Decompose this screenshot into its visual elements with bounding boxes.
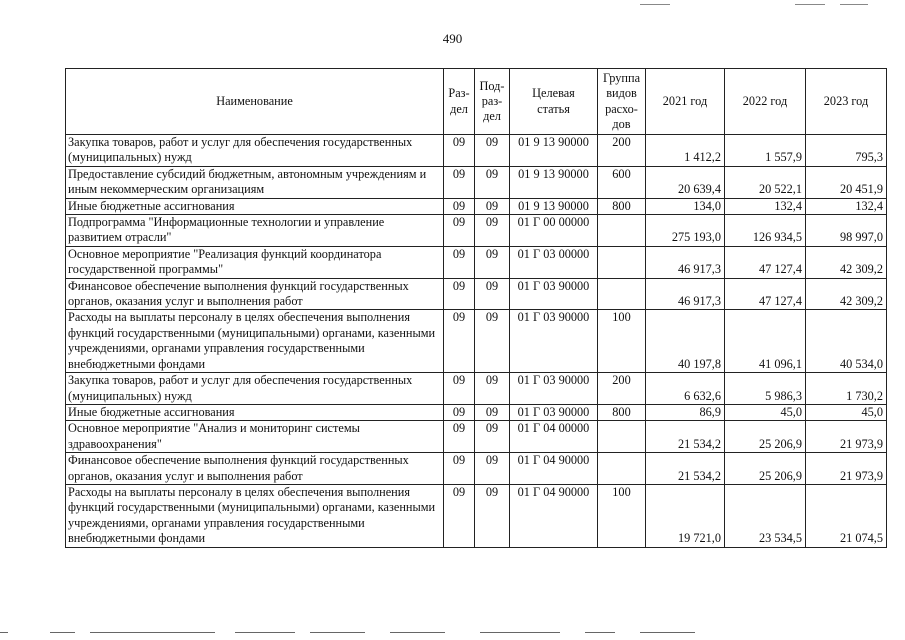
- table-row: [66, 198, 887, 214]
- cell-2023: 21 074,5: [806, 484, 887, 547]
- scan-edge-line: [310, 632, 365, 633]
- cell-2023: 40 534,0: [806, 310, 887, 373]
- scan-edge-line: [640, 632, 695, 633]
- page-number: 490: [442, 31, 463, 46]
- cell-2021: 46 917,3: [646, 246, 725, 278]
- cell-razdel: 09: [444, 246, 475, 278]
- cell-2023: 21 973,9: [806, 453, 887, 485]
- cell-2021: 46 917,3: [646, 278, 725, 310]
- scan-edge-line: [640, 4, 670, 5]
- cell-name: Иные бюджетные ассигнования: [66, 198, 444, 214]
- cell-celevaya: 01 Г 04 90000: [510, 484, 598, 547]
- header-podrazdel: Под- раз- дел: [475, 69, 510, 135]
- cell-name: Закупка товаров, работ и услуг для обеспечения государственных (муниципальных) нужд: [66, 373, 444, 405]
- cell-razdel: 09: [444, 278, 475, 310]
- cell-razdel: 09: [444, 484, 475, 547]
- table-row: [66, 278, 887, 310]
- cell-2021: 6 632,6: [646, 373, 725, 405]
- table-row: [66, 135, 887, 167]
- budget-table: [65, 68, 887, 548]
- scan-edge-line: [390, 632, 445, 633]
- cell-2021: 19 721,0: [646, 484, 725, 547]
- cell-gruppa: 200: [598, 373, 646, 405]
- cell-celevaya: 01 Г 04 90000: [510, 453, 598, 485]
- cell-razdel: 09: [444, 135, 475, 167]
- table-header: [66, 69, 887, 135]
- cell-2021: 134,0: [646, 198, 725, 214]
- cell-celevaya: 01 9 13 90000: [510, 198, 598, 214]
- cell-celevaya: 01 Г 03 90000: [510, 278, 598, 310]
- scan-edge-line: [50, 632, 75, 633]
- cell-2022: 20 522,1: [725, 166, 806, 198]
- cell-name: Предоставление субсидий бюджетным, автономным учреждениям и иным некоммерческим организациям: [66, 166, 444, 198]
- cell-celevaya: 01 9 13 90000: [510, 166, 598, 198]
- cell-2022: 41 096,1: [725, 310, 806, 373]
- cell-name: Основное мероприятие "Анализ и мониторинг системы здравоохранения": [66, 421, 444, 453]
- cell-name: Подпрограмма "Информационные технологии и управление развитием отрасли": [66, 215, 444, 247]
- cell-gruppa: 600: [598, 166, 646, 198]
- cell-name: Основное мероприятие "Реализация функций координатора государственной программы": [66, 246, 444, 278]
- cell-gruppa: 100: [598, 310, 646, 373]
- cell-podrazdel: 09: [475, 278, 510, 310]
- cell-celevaya: 01 Г 03 00000: [510, 246, 598, 278]
- table-row: [66, 453, 887, 485]
- cell-2023: 132,4: [806, 198, 887, 214]
- cell-2021: 21 534,2: [646, 453, 725, 485]
- scan-edge-line: [795, 4, 825, 5]
- cell-celevaya: 01 Г 03 90000: [510, 404, 598, 420]
- cell-podrazdel: 09: [475, 404, 510, 420]
- header-2021: 2021 год: [646, 69, 725, 135]
- cell-2022: 47 127,4: [725, 278, 806, 310]
- cell-2022: 47 127,4: [725, 246, 806, 278]
- cell-celevaya: 01 Г 03 90000: [510, 373, 598, 405]
- cell-celevaya: 01 Г 03 90000: [510, 310, 598, 373]
- cell-gruppa: 100: [598, 484, 646, 547]
- cell-2022: 5 986,3: [725, 373, 806, 405]
- cell-2023: 42 309,2: [806, 246, 887, 278]
- cell-name: Расходы на выплаты персоналу в целях обеспечения выполнения функций государственными (муниципальными) органами, казенными учреждениями, органами управления государственными внебюджетными фондами: [66, 310, 444, 373]
- scan-edge-line: [235, 632, 295, 633]
- header-2022: 2022 год: [725, 69, 806, 135]
- cell-2022: 126 934,5: [725, 215, 806, 247]
- table-row: [66, 310, 887, 373]
- header-name: Наименование: [66, 69, 444, 135]
- cell-name: Расходы на выплаты персоналу в целях обеспечения выполнения функций государственными (муниципальными) органами, казенными учреждениями, органами управления государственными внебюджетными фондами: [66, 484, 444, 547]
- cell-2023: 21 973,9: [806, 421, 887, 453]
- cell-gruppa: [598, 278, 646, 310]
- cell-podrazdel: 09: [475, 215, 510, 247]
- table-row: [66, 373, 887, 405]
- cell-2022: 25 206,9: [725, 421, 806, 453]
- cell-2022: 23 534,5: [725, 484, 806, 547]
- table-row: [66, 246, 887, 278]
- cell-podrazdel: 09: [475, 373, 510, 405]
- table-row: [66, 166, 887, 198]
- scan-edge-line: [585, 632, 615, 633]
- scan-edge-line: [0, 632, 8, 633]
- cell-celevaya: 01 9 13 90000: [510, 135, 598, 167]
- cell-gruppa: [598, 215, 646, 247]
- table-row: [66, 484, 887, 547]
- cell-gruppa: 200: [598, 135, 646, 167]
- scan-edge-line: [480, 632, 560, 633]
- cell-2022: 45,0: [725, 404, 806, 420]
- cell-celevaya: 01 Г 04 00000: [510, 421, 598, 453]
- cell-2023: 795,3: [806, 135, 887, 167]
- cell-2021: 86,9: [646, 404, 725, 420]
- cell-2021: 40 197,8: [646, 310, 725, 373]
- cell-razdel: 09: [444, 373, 475, 405]
- cell-2021: 1 412,2: [646, 135, 725, 167]
- cell-2023: 1 730,2: [806, 373, 887, 405]
- header-2023: 2023 год: [806, 69, 887, 135]
- cell-gruppa: [598, 453, 646, 485]
- header-razdel: Раз- дел: [444, 69, 475, 135]
- cell-2021: 20 639,4: [646, 166, 725, 198]
- cell-name: Иные бюджетные ассигнования: [66, 404, 444, 420]
- table-row: [66, 421, 887, 453]
- cell-2023: 20 451,9: [806, 166, 887, 198]
- cell-podrazdel: 09: [475, 135, 510, 167]
- cell-celevaya: 01 Г 00 00000: [510, 215, 598, 247]
- cell-podrazdel: 09: [475, 166, 510, 198]
- table-row: [66, 215, 887, 247]
- cell-gruppa: [598, 246, 646, 278]
- header-celevaya: Целевая статья: [510, 69, 598, 135]
- cell-2023: 98 997,0: [806, 215, 887, 247]
- cell-name: Закупка товаров, работ и услуг для обеспечения государственных (муниципальных) нужд: [66, 135, 444, 167]
- cell-name: Финансовое обеспечение выполнения функций государственных органов, оказания услуг и выполнения работ: [66, 278, 444, 310]
- cell-name: Финансовое обеспечение выполнения функций государственных органов, оказания услуг и выполнения работ: [66, 453, 444, 485]
- cell-2022: 132,4: [725, 198, 806, 214]
- cell-podrazdel: 09: [475, 198, 510, 214]
- cell-razdel: 09: [444, 215, 475, 247]
- cell-razdel: 09: [444, 421, 475, 453]
- cell-2022: 25 206,9: [725, 453, 806, 485]
- cell-podrazdel: 09: [475, 310, 510, 373]
- cell-podrazdel: 09: [475, 246, 510, 278]
- cell-2021: 275 193,0: [646, 215, 725, 247]
- cell-gruppa: 800: [598, 198, 646, 214]
- cell-podrazdel: 09: [475, 484, 510, 547]
- cell-razdel: 09: [444, 404, 475, 420]
- cell-razdel: 09: [444, 166, 475, 198]
- header-gruppa: Группа видов расхо- дов: [598, 69, 646, 135]
- cell-podrazdel: 09: [475, 421, 510, 453]
- cell-gruppa: 800: [598, 404, 646, 420]
- table-body: [66, 135, 887, 548]
- scan-edge-line: [840, 4, 868, 5]
- cell-2023: 42 309,2: [806, 278, 887, 310]
- cell-razdel: 09: [444, 198, 475, 214]
- cell-2021: 21 534,2: [646, 421, 725, 453]
- cell-razdel: 09: [444, 310, 475, 373]
- cell-razdel: 09: [444, 453, 475, 485]
- cell-podrazdel: 09: [475, 453, 510, 485]
- cell-2022: 1 557,9: [725, 135, 806, 167]
- scan-edge-line: [90, 632, 215, 633]
- cell-gruppa: [598, 421, 646, 453]
- table-row: [66, 404, 887, 420]
- cell-2023: 45,0: [806, 404, 887, 420]
